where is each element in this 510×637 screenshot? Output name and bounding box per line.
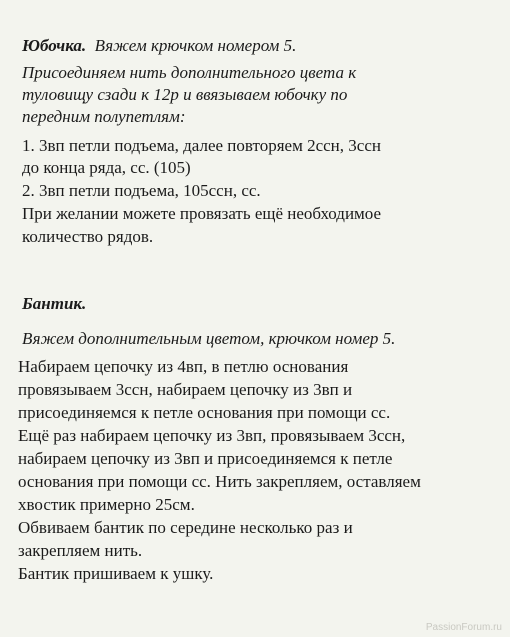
skirt-heading-rest: Вяжем крючком номером 5. [94,36,297,55]
skirt-heading-line [22,36,296,56]
bow-body-line: хвостик примерно 25см. [18,495,195,514]
bow-body-line: Набираем цепочку из 4вп, в петлю основания [18,357,349,376]
skirt-intro-line: Присоединяем нить дополнительного цвета к [22,63,357,82]
bow-heading: Бантик. [22,294,87,313]
watermark: PassionForum.ru [425,622,502,633]
bow-body-line: провязываем 3ссн, набираем цепочку из 3вп и [18,380,353,399]
skirt-note-line: количество рядов. [22,227,154,246]
skirt-intro-line: передним полупетлям: [22,107,186,126]
skirt-intro-line: туловищу сзади к 12р и ввязываем юбочку по [22,85,348,104]
bow-body-line: Бантик пришиваем к ушку. [18,564,214,583]
skirt-heading: Юбочка. [22,36,87,55]
skirt-note-line: При желании можете провязать ещё необходимое [22,204,382,223]
skirt-step-line: до конца ряда, сс. (105) [22,158,191,177]
bow-body-line: Ещё раз набираем цепочку из 3вп, провязываем 3ссн, [18,426,406,445]
skirt-step-line: 1. 3вп петли подъема, далее повторяем 2ссн, 3ссн [22,136,381,155]
skirt-step-line: 2. 3вп петли подъема, 105ссн, сс. [22,181,261,200]
bow-body-line: закрепляем нить. [18,541,143,560]
bow-body-line: основания при помощи сс. Нить закрепляем, оставляем [18,472,421,491]
bow-body-line: присоединяемся к петле основания при помощи сс. [18,403,391,422]
bow-body-line: Обвиваем бантик по середине несколько раз и [18,518,353,537]
bow-body-line: набираем цепочку из 3вп и присоединяемся к петле [18,449,393,468]
bow-subheading: Вяжем дополнительным цветом, крючком номер 5. [22,329,396,348]
